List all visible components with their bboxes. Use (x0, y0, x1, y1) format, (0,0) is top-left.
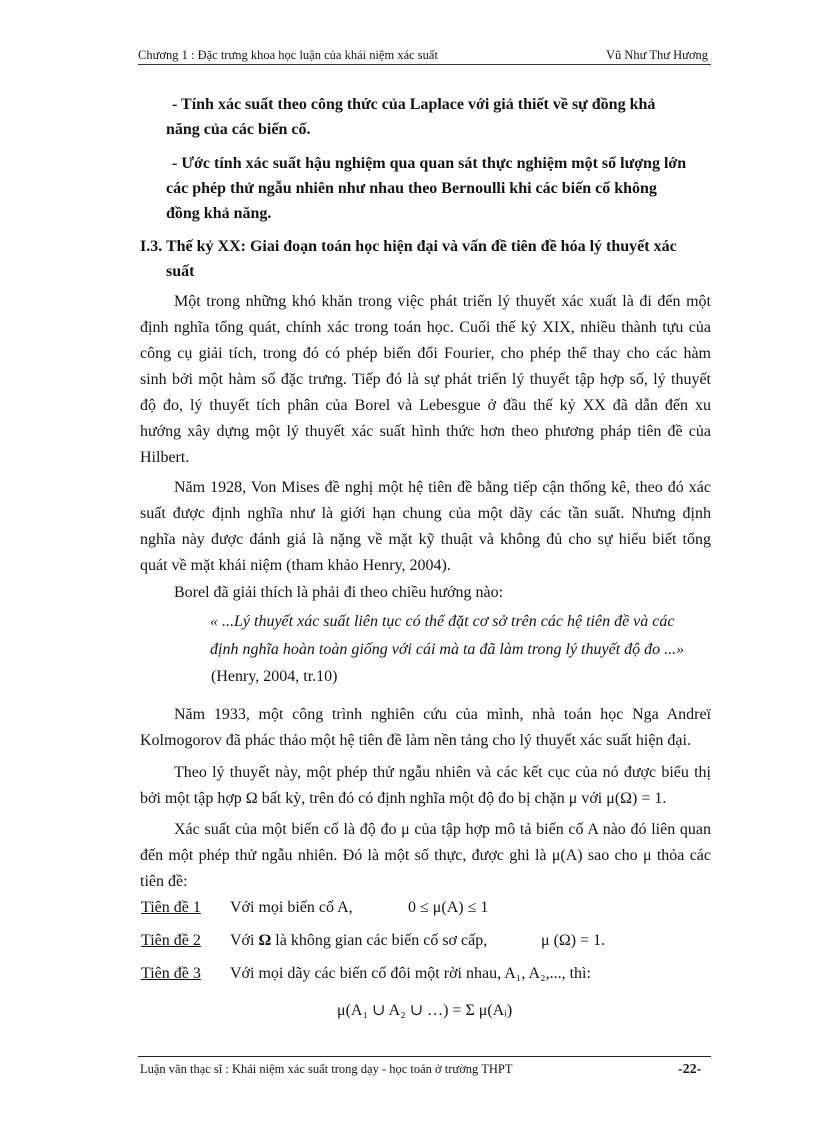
text-line: công cụ giải tích, trong đó có phép biến đổi Fourier, cho phép thể thay cho các hàm (140, 345, 711, 362)
text-line: tiên đề: (140, 873, 188, 890)
text-line: độ đo, lý thuyết tích phân của Borel và Lebesgue ở đầu thế kỷ XX đã dẫn đến xu (140, 397, 711, 414)
quote-line: định nghĩa hoàn toàn giống với cái mà ta đã làm trong lý thuyết độ đo ...» (210, 641, 685, 658)
axiom-1-text: Với mọi biến cố A, (230, 899, 353, 916)
text-line: nghĩa này được đánh giá là nặng về mặt kỹ thuật và không đủ cho sự hiểu biết tổng (140, 531, 711, 548)
bullet-line: đồng khả năng. (166, 205, 272, 222)
header-divider (138, 64, 711, 65)
page-number: -22- (678, 1062, 702, 1077)
quote-borel (210, 608, 710, 664)
section-heading (140, 234, 712, 284)
text-line: định nghĩa tổng quát, chính xác trong toán học. Cuối thế kỷ XIX, nhiều thành tựu của (140, 319, 711, 336)
text-line: Hilbert. (140, 449, 190, 466)
text-line: Xác suất của một biến cố là độ đo μ của tập hợp mô tả biến cố A nào đó liên quan (174, 821, 711, 838)
quote-line: « ...Lý thuyết xác suất liên tục có thể đặt cơ sở trên các hệ tiên đề và các (210, 613, 675, 630)
axiom-2-text-pre: Với (230, 932, 259, 949)
text-line: Một trong những khó khăn trong việc phát triển lý thuyết xác xuất là đi đến một (174, 293, 711, 310)
text-line: bởi một tập hợp Ω bất kỳ, trên đó có định nghĩa một độ đo bị chặn μ với μ(Ω) = 1. (140, 790, 667, 807)
header-chapter-title: Chương 1 : Đặc trưng khoa học luận của khái niệm xác suất (138, 48, 438, 62)
axiom-2-text (230, 932, 487, 950)
text-line: quát về mặt khái niệm (tham khảo Henry, 2004). (140, 557, 451, 574)
header-author: Vũ Như Thư Hương (606, 48, 709, 62)
section-heading-line: I.3. Thế kỷ XX: Giai đoạn toán học hiện đại và vấn đề tiên đề hóa lý thuyết xác (140, 238, 677, 255)
axiom-1-formula: 0 ≤ μ(A) ≤ 1 (408, 899, 489, 916)
bullet-line: - Tính xác suất theo công thức của Laplace với giả thiết về sự đồng khả (172, 96, 656, 113)
axiom-2-label: Tiên đề 2 (141, 932, 201, 949)
text-line: đến một phép thử ngẫu nhiên. Đó là một số thực, được ghi là μ(A) sao cho μ thỏa các (140, 847, 711, 864)
axiom-3-formula: μ(A₁ ∪ A₂ ∪ …) = Σ μ(Aᵢ) (337, 1002, 513, 1019)
paragraph-6 (140, 817, 711, 895)
text-line: Năm 1933, một công trình nghiên cứu của mình, nhà toán học Nga Andreï (174, 706, 711, 723)
axiom-3-label: Tiên đề 3 (141, 965, 201, 982)
text-line: suất được định nghĩa như là giới hạn chung của một dãy các tần suất. Nhưng định (140, 505, 711, 522)
axiom-2-text-post: là không gian các biến cố sơ cấp, (271, 932, 488, 949)
text-line: Kolmogorov đã phác thảo một hệ tiên đề làm nền tảng cho lý thuyết xác suất hiện đại. (140, 732, 691, 749)
omega-symbol: Ω (258, 932, 272, 949)
quote-citation: (Henry, 2004, tr.10) (211, 668, 338, 685)
footer-divider (138, 1056, 711, 1057)
paragraph-1 (140, 289, 711, 471)
paragraph-3: Borel đã giải thích là phải đi theo chiều hướng nào: (174, 584, 504, 601)
text-line: hướng xây dựng một lý thuyết xác suất hình thức hơn theo phương pháp tiên đề của (140, 423, 711, 440)
section-heading-line: suất (166, 263, 195, 280)
axiom-1-label: Tiên đề 1 (141, 899, 201, 916)
text-line: sinh bởi một hàm số đặc trưng. Tiếp đó là sự phát triển lý thuyết tập hợp số, lý thuyết (140, 371, 711, 388)
axiom-2-formula: μ (Ω) = 1. (541, 932, 606, 949)
paragraph-5 (140, 760, 711, 812)
paragraph-4 (140, 702, 711, 754)
text-line: Năm 1928, Von Mises đề nghị một hệ tiên đề bằng tiếp cận thống kê, theo đó xác (174, 479, 711, 496)
bullet-line: năng của các biến cố. (166, 121, 311, 138)
footer-thesis-title: Luận văn thạc sĩ : Khái niệm xác suất trong dạy - học toán ở trường THPT (140, 1062, 513, 1076)
axiom-3-text: Với mọi dãy các biến cố đôi một rời nhau, A₁, A₂,..., thì: (230, 965, 591, 982)
bullet-line: các phép thử ngẫu nhiên như nhau theo Bernoulli khi các biến cố không (166, 180, 657, 197)
text-line: Theo lý thuyết này, một phép thử ngẫu nhiên và các kết cục của nó được biểu thị (174, 764, 711, 781)
paragraph-2 (140, 475, 711, 579)
bullet-laplace (166, 92, 711, 142)
bullet-bernoulli (166, 151, 711, 226)
bullet-line: - Ước tính xác suất hậu nghiệm qua quan sát thực nghiệm một số lượng lớn (172, 155, 687, 172)
